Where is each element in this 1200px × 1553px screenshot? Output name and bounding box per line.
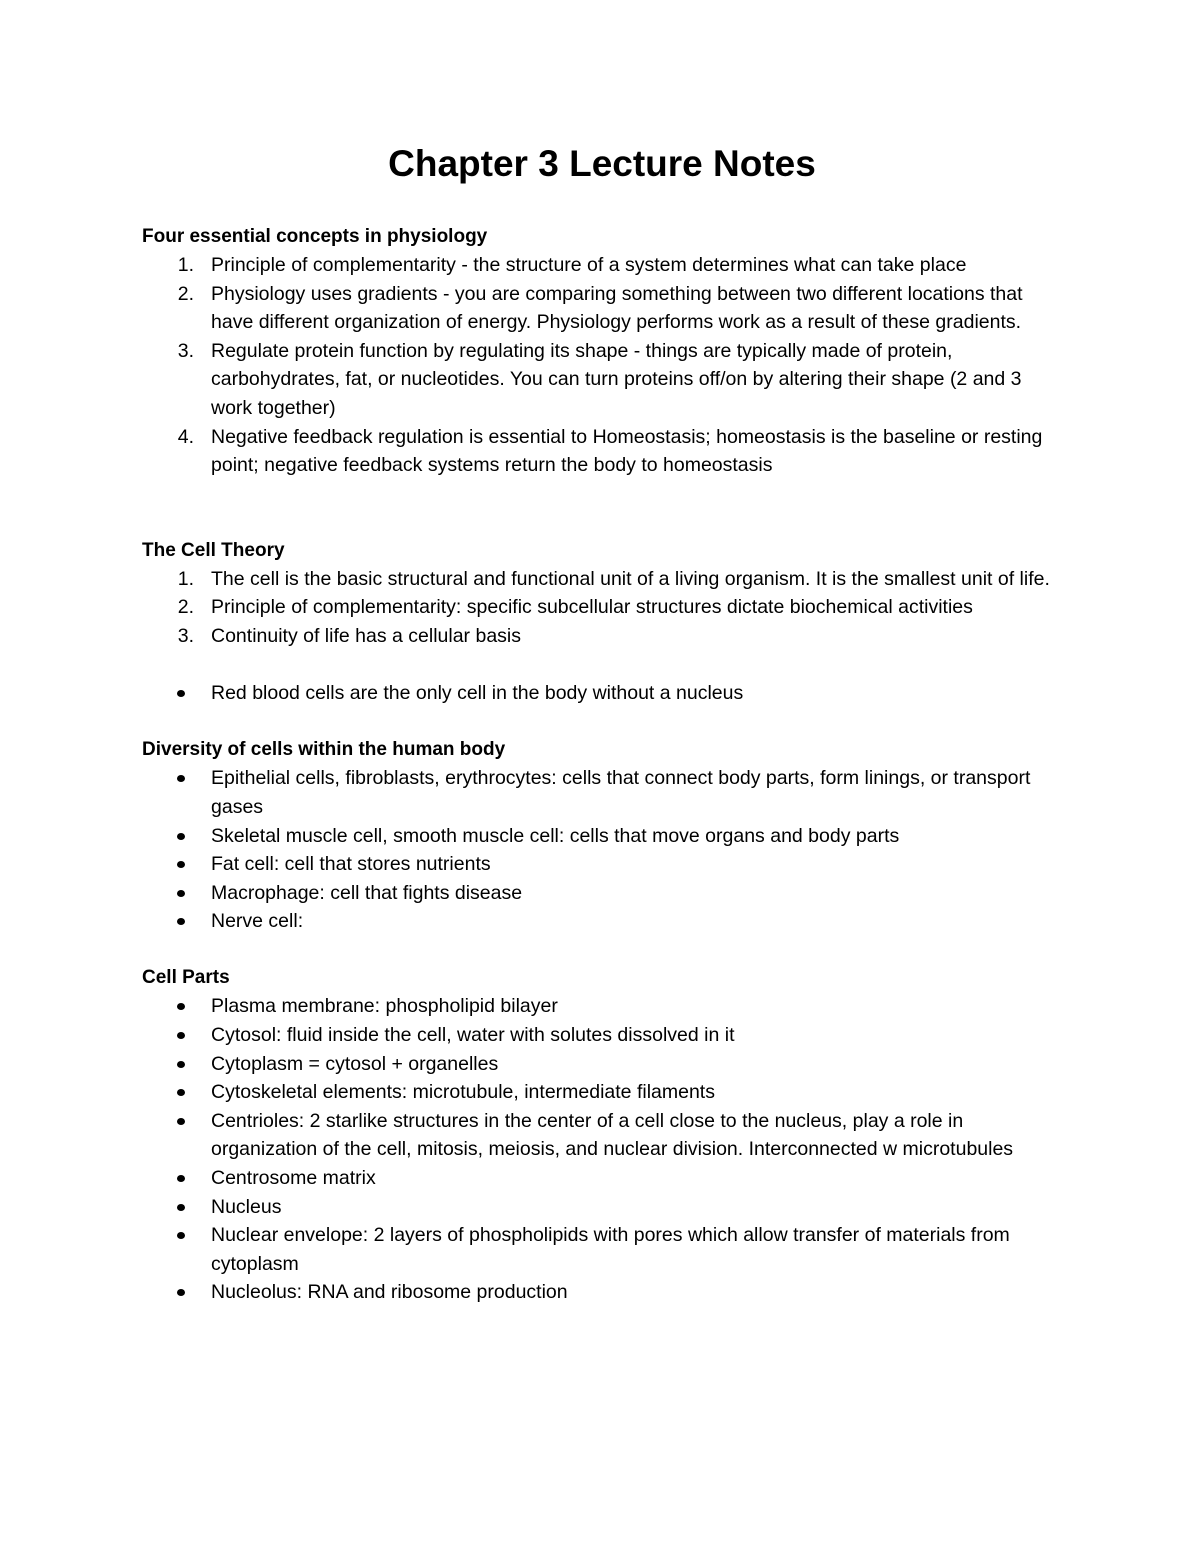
list-item	[142, 907, 1062, 936]
list-item	[142, 251, 1062, 280]
bullet-icon	[177, 833, 185, 840]
list-item-text: Plasma membrane: phospholipid bilayer	[211, 995, 558, 1018]
spacer	[142, 936, 1062, 965]
list-item	[142, 593, 1062, 622]
list-item	[142, 764, 1062, 821]
list-item-text: Centrioles: 2 starlike structures in the center of a cell close to the nucleus, play a role in organization of the cell, mitosis, meiosis, and nuclear division. Interconnected w microtubules	[211, 1109, 1014, 1161]
list-item	[142, 1050, 1062, 1079]
list-item-text: Nerve cell:	[211, 910, 304, 933]
list-item	[142, 822, 1062, 851]
list-item-text: The cell is the basic structural and functional unit of a living organism. It is the smallest unit of life.	[211, 567, 1050, 590]
spacer	[142, 651, 1062, 680]
list-item-text: Red blood cells are the only cell in the body without a nucleus	[211, 682, 744, 705]
list-number: 3.	[177, 624, 194, 647]
list-item	[142, 1021, 1062, 1050]
bullet-icon	[177, 1089, 185, 1096]
list-item-text: Principle of complementarity: specific subcellular structures dictate biochemical activities	[211, 596, 973, 619]
bullet-icon	[177, 890, 185, 897]
section-heading: Diversity of cells within the human body	[142, 739, 506, 761]
list-number: 4.	[177, 425, 194, 448]
bullet-icon	[177, 1118, 185, 1125]
list-item	[142, 1278, 1062, 1307]
spacer	[142, 708, 1062, 737]
list-item-text: Centrosome matrix	[211, 1167, 376, 1190]
list-number: 3.	[177, 339, 194, 362]
section-heading: Four essential concepts in physiology	[142, 226, 488, 247]
list-item-text: Fat cell: cell that stores nutrients	[211, 853, 491, 876]
list-item-text: Cytoskeletal elements: microtubule, intermediate filaments	[211, 1081, 715, 1104]
document-page	[142, 142, 1062, 1307]
list-item-text: Continuity of life has a cellular basis	[211, 624, 521, 647]
bullet-icon	[177, 1204, 185, 1211]
list-item	[142, 423, 1062, 480]
bullet-icon	[177, 690, 185, 697]
list-item	[142, 679, 1062, 708]
list-item	[142, 622, 1062, 651]
list-item	[142, 1221, 1062, 1278]
list-item-text: Nucleus	[211, 1195, 282, 1218]
section-diversity	[142, 736, 1062, 936]
section-cell-parts	[142, 964, 1062, 1307]
list-number: 2.	[177, 282, 194, 305]
bullet-icon	[177, 1061, 185, 1068]
list-item-text: Regulate protein function by regulating its shape - things are typically made of protein, carbohydrates, fat, or nucleotides. You can turn proteins off/on by altering their shape (2 and 3 work together)	[211, 339, 1022, 419]
list-item	[142, 1193, 1062, 1222]
list-number: 1.	[177, 567, 194, 590]
bullet-icon	[177, 1175, 185, 1182]
list-number: 1.	[177, 254, 194, 276]
bullet-icon	[177, 1232, 185, 1239]
section-concepts	[142, 223, 1062, 480]
bullet-icon	[177, 861, 185, 868]
list-item	[142, 1078, 1062, 1107]
section-heading: Cell Parts	[142, 967, 230, 989]
bullet-list	[142, 764, 1062, 936]
list-item-text: Principle of complementarity - the structure of a system determines what can take place	[211, 254, 967, 276]
list-item-text: Macrophage: cell that fights disease	[211, 881, 523, 904]
bullet-list	[142, 992, 1062, 1307]
list-item	[142, 850, 1062, 879]
numbered-list	[142, 565, 1062, 651]
list-item-text: Nuclear envelope: 2 layers of phospholipids with pores which allow transfer of materials from cytoplasm	[211, 1224, 1010, 1275]
spacer	[142, 480, 1062, 537]
list-item	[142, 280, 1062, 337]
list-item-text: Cytosol: fluid inside the cell, water with solutes dissolved in it	[211, 1024, 735, 1047]
list-number: 2.	[177, 596, 194, 619]
list-item	[142, 992, 1062, 1021]
bullet-list	[142, 679, 1062, 708]
list-item-text: Cytoplasm = cytosol + organelles	[211, 1052, 499, 1075]
list-item	[142, 337, 1062, 423]
list-item-text: Physiology uses gradients - you are comparing something between two different locations that have different organization of energy. Physiology performs work as a result of these gradients.	[211, 282, 1023, 334]
list-item-text: Epithelial cells, fibroblasts, erythrocytes: cells that connect body parts, form linings, or transport gases	[211, 767, 1031, 818]
list-item	[142, 879, 1062, 908]
list-item	[142, 1107, 1062, 1164]
list-item-text: Nucleolus: RNA and ribosome production	[211, 1281, 568, 1304]
section-heading: The Cell Theory	[142, 539, 285, 561]
section-cell-theory	[142, 537, 1062, 708]
bullet-icon	[177, 1003, 185, 1010]
numbered-list	[142, 251, 1062, 480]
list-item	[142, 565, 1062, 594]
page-title: Chapter 3 Lecture Notes	[388, 143, 816, 184]
bullet-icon	[177, 918, 185, 925]
bullet-icon	[177, 775, 185, 782]
bullet-icon	[177, 1289, 185, 1296]
bullet-icon	[177, 1032, 185, 1039]
list-item	[142, 1164, 1062, 1193]
list-item-text: Negative feedback regulation is essential to Homeostasis; homeostasis is the baseline or resting point; negative feedback systems return the body to homeostasis	[211, 425, 1043, 477]
list-item-text: Skeletal muscle cell, smooth muscle cell: cells that move organs and body parts	[211, 824, 900, 847]
